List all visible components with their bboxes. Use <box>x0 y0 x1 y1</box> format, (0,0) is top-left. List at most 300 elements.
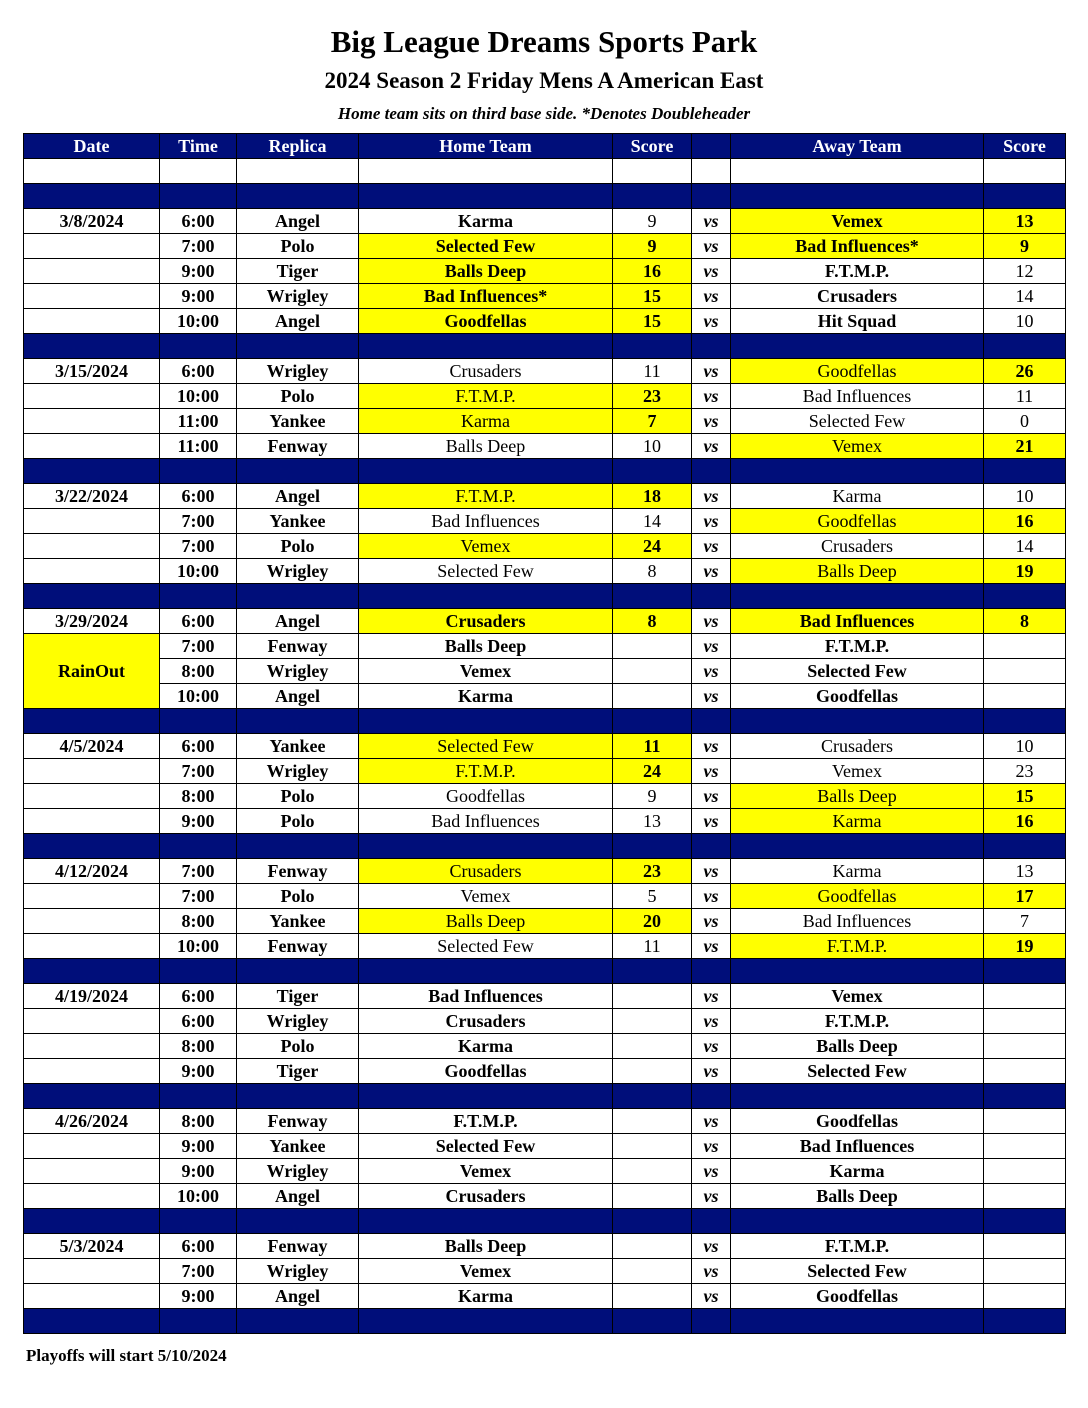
table-row <box>24 309 1066 334</box>
date-cell <box>24 284 160 309</box>
away-score-cell: 0 <box>984 409 1066 434</box>
home-score-cell <box>613 984 692 1009</box>
date-cell: 4/5/2024 <box>24 734 160 759</box>
table-row <box>24 384 1066 409</box>
vs-cell: vs <box>692 484 731 509</box>
vs-cell: vs <box>692 884 731 909</box>
empty-cell <box>237 1209 359 1234</box>
away-team-cell: Vemex <box>731 209 984 234</box>
table-row <box>24 484 1066 509</box>
empty-cell <box>692 1084 731 1109</box>
empty-cell <box>160 1209 237 1234</box>
date-cell <box>24 1034 160 1059</box>
time-cell: 9:00 <box>160 1059 237 1084</box>
date-cell <box>24 909 160 934</box>
date-cell <box>24 384 160 409</box>
home-score-cell: 13 <box>613 809 692 834</box>
vs-cell: vs <box>692 234 731 259</box>
time-cell: 7:00 <box>160 234 237 259</box>
table-row <box>24 1159 1066 1184</box>
empty-cell <box>24 1084 160 1109</box>
empty-cell <box>237 584 359 609</box>
empty-cell <box>984 334 1066 359</box>
time-cell: 9:00 <box>160 1284 237 1309</box>
away-team-cell: Goodfellas <box>731 509 984 534</box>
home-team-cell: Selected Few <box>359 1134 613 1159</box>
date-cell <box>24 934 160 959</box>
time-cell: 7:00 <box>160 759 237 784</box>
away-team-cell: Crusaders <box>731 534 984 559</box>
vs-cell: vs <box>692 609 731 634</box>
home-score-cell: 9 <box>613 234 692 259</box>
time-cell: 10:00 <box>160 309 237 334</box>
table-row <box>24 1234 1066 1259</box>
date-cell: 4/19/2024 <box>24 984 160 1009</box>
table-row <box>24 434 1066 459</box>
away-team-cell: F.T.M.P. <box>731 259 984 284</box>
empty-cell <box>984 1209 1066 1234</box>
table-row <box>24 1009 1066 1034</box>
time-cell: 6:00 <box>160 609 237 634</box>
empty-cell <box>160 1084 237 1109</box>
away-score-cell <box>984 1134 1066 1159</box>
empty-cell <box>160 959 237 984</box>
empty-cell <box>160 334 237 359</box>
replica-cell: Yankee <box>237 909 359 934</box>
replica-cell: Wrigley <box>237 1009 359 1034</box>
table-row <box>24 759 1066 784</box>
away-score-cell: 7 <box>984 909 1066 934</box>
table-row <box>24 1134 1066 1159</box>
empty-cell <box>613 159 692 184</box>
away-team-cell: Hit Squad <box>731 309 984 334</box>
replica-cell: Fenway <box>237 1234 359 1259</box>
date-cell <box>24 534 160 559</box>
away-team-cell: Karma <box>731 859 984 884</box>
home-score-cell <box>613 1184 692 1209</box>
empty-cell <box>160 184 237 209</box>
table-row <box>24 809 1066 834</box>
empty-cell <box>731 709 984 734</box>
away-score-cell: 21 <box>984 434 1066 459</box>
replica-cell: Polo <box>237 784 359 809</box>
away-score-cell: 10 <box>984 309 1066 334</box>
empty-cell <box>24 709 160 734</box>
empty-cell <box>24 1309 160 1334</box>
time-cell: 9:00 <box>160 809 237 834</box>
vs-cell: vs <box>692 409 731 434</box>
empty-cell <box>237 334 359 359</box>
empty-cell <box>24 959 160 984</box>
home-score-cell: 9 <box>613 209 692 234</box>
home-team-cell: Crusaders <box>359 359 613 384</box>
vs-cell: vs <box>692 1159 731 1184</box>
empty-cell <box>731 334 984 359</box>
time-cell: 11:00 <box>160 409 237 434</box>
away-score-cell: 16 <box>984 809 1066 834</box>
separator-row <box>24 1084 1066 1109</box>
empty-cell <box>24 334 160 359</box>
away-team-cell: Crusaders <box>731 284 984 309</box>
empty-cell <box>984 1309 1066 1334</box>
home-score-cell: 5 <box>613 884 692 909</box>
away-score-cell <box>984 659 1066 684</box>
replica-cell: Fenway <box>237 634 359 659</box>
replica-cell: Wrigley <box>237 1159 359 1184</box>
home-team-cell: Bad Influences <box>359 509 613 534</box>
vs-cell: vs <box>692 1034 731 1059</box>
home-team-cell: Goodfellas <box>359 784 613 809</box>
vs-cell: vs <box>692 1234 731 1259</box>
empty-cell <box>692 159 731 184</box>
away-score-cell: 17 <box>984 884 1066 909</box>
home-score-cell <box>613 1259 692 1284</box>
away-score-cell: 14 <box>984 284 1066 309</box>
away-score-cell: 10 <box>984 734 1066 759</box>
home-score-cell <box>613 1234 692 1259</box>
time-cell: 10:00 <box>160 559 237 584</box>
empty-cell <box>359 184 613 209</box>
empty-cell <box>237 959 359 984</box>
time-cell: 10:00 <box>160 684 237 709</box>
home-team-cell: Crusaders <box>359 859 613 884</box>
date-cell <box>24 1159 160 1184</box>
empty-cell <box>24 834 160 859</box>
table-row <box>24 534 1066 559</box>
time-cell: 8:00 <box>160 909 237 934</box>
empty-cell <box>359 1084 613 1109</box>
home-team-cell: Balls Deep <box>359 259 613 284</box>
home-score-cell: 8 <box>613 559 692 584</box>
home-score-cell: 11 <box>613 934 692 959</box>
table-row <box>24 934 1066 959</box>
empty-cell <box>613 1309 692 1334</box>
home-team-cell: Goodfellas <box>359 1059 613 1084</box>
date-cell <box>24 509 160 534</box>
replica-cell: Fenway <box>237 1109 359 1134</box>
time-cell: 6:00 <box>160 1009 237 1034</box>
away-score-cell: 16 <box>984 509 1066 534</box>
empty-cell <box>237 834 359 859</box>
replica-cell: Fenway <box>237 934 359 959</box>
table-row <box>24 884 1066 909</box>
empty-cell <box>160 1309 237 1334</box>
home-score-cell: 16 <box>613 259 692 284</box>
vs-cell: vs <box>692 309 731 334</box>
separator-row <box>24 459 1066 484</box>
vs-cell: vs <box>692 684 731 709</box>
time-cell: 11:00 <box>160 434 237 459</box>
vs-cell: vs <box>692 1134 731 1159</box>
time-cell: 7:00 <box>160 634 237 659</box>
table-row <box>24 734 1066 759</box>
home-team-cell: Crusaders <box>359 1184 613 1209</box>
away-score-cell: 26 <box>984 359 1066 384</box>
vs-cell: vs <box>692 1284 731 1309</box>
date-cell: 3/22/2024 <box>24 484 160 509</box>
empty-cell <box>24 1209 160 1234</box>
home-score-cell <box>613 1109 692 1134</box>
separator-row <box>24 1309 1066 1334</box>
replica-cell: Angel <box>237 609 359 634</box>
replica-cell: Wrigley <box>237 284 359 309</box>
empty-cell <box>692 184 731 209</box>
time-cell: 8:00 <box>160 1109 237 1134</box>
empty-cell <box>731 584 984 609</box>
vs-cell: vs <box>692 759 731 784</box>
table-row <box>24 559 1066 584</box>
replica-cell: Angel <box>237 684 359 709</box>
home-score-cell: 24 <box>613 759 692 784</box>
home-score-cell: 20 <box>613 909 692 934</box>
table-row <box>24 609 1066 634</box>
home-score-cell <box>613 1059 692 1084</box>
home-score-cell: 11 <box>613 734 692 759</box>
time-cell: 6:00 <box>160 359 237 384</box>
time-cell: 8:00 <box>160 784 237 809</box>
home-team-cell: F.T.M.P. <box>359 759 613 784</box>
away-score-cell: 13 <box>984 209 1066 234</box>
page-subtitle: 2024 Season 2 Friday Mens A American East <box>324 68 764 93</box>
col-replica: Replica <box>237 134 359 159</box>
rainout-cell: RainOut <box>24 634 160 709</box>
home-team-cell: Karma <box>359 1284 613 1309</box>
empty-cell <box>613 959 692 984</box>
schedule-body <box>24 159 1066 1334</box>
empty-cell <box>984 584 1066 609</box>
away-team-cell: Balls Deep <box>731 559 984 584</box>
home-team-cell: Vemex <box>359 534 613 559</box>
time-cell: 7:00 <box>160 859 237 884</box>
away-team-cell: Balls Deep <box>731 1184 984 1209</box>
home-team-cell: F.T.M.P. <box>359 484 613 509</box>
time-cell: 7:00 <box>160 509 237 534</box>
empty-cell <box>237 1309 359 1334</box>
vs-cell: vs <box>692 284 731 309</box>
home-team-cell: Selected Few <box>359 559 613 584</box>
time-cell: 6:00 <box>160 484 237 509</box>
time-cell: 6:00 <box>160 209 237 234</box>
table-row <box>24 284 1066 309</box>
empty-cell <box>692 834 731 859</box>
vs-cell: vs <box>692 559 731 584</box>
away-team-cell: Goodfellas <box>731 684 984 709</box>
empty-cell <box>613 834 692 859</box>
vs-cell: vs <box>692 1059 731 1084</box>
empty-cell <box>359 959 613 984</box>
away-team-cell: Bad Influences <box>731 909 984 934</box>
table-row <box>24 1059 1066 1084</box>
empty-cell <box>731 184 984 209</box>
empty-cell <box>613 334 692 359</box>
away-score-cell: 23 <box>984 759 1066 784</box>
separator-row <box>24 959 1066 984</box>
empty-cell <box>24 584 160 609</box>
col-vs <box>692 134 731 159</box>
header-row <box>24 134 1066 159</box>
date-cell <box>24 1184 160 1209</box>
empty-cell <box>731 1084 984 1109</box>
date-cell: 3/15/2024 <box>24 359 160 384</box>
date-cell: 3/29/2024 <box>24 609 160 634</box>
replica-cell: Polo <box>237 1034 359 1059</box>
table-row <box>24 859 1066 884</box>
table-row <box>24 684 1066 709</box>
col-away-score: Score <box>984 134 1066 159</box>
replica-cell: Yankee <box>237 509 359 534</box>
date-cell: 4/12/2024 <box>24 859 160 884</box>
home-team-cell: Karma <box>359 684 613 709</box>
table-row <box>24 659 1066 684</box>
away-team-cell: Bad Influences <box>731 609 984 634</box>
away-score-cell <box>984 984 1066 1009</box>
empty-cell <box>160 159 237 184</box>
empty-cell <box>692 709 731 734</box>
away-score-cell: 15 <box>984 784 1066 809</box>
home-team-cell: Crusaders <box>359 1009 613 1034</box>
away-team-cell: F.T.M.P. <box>731 634 984 659</box>
vs-cell: vs <box>692 509 731 534</box>
vs-cell: vs <box>692 809 731 834</box>
away-team-cell: Bad Influences <box>731 1134 984 1159</box>
away-team-cell: Selected Few <box>731 659 984 684</box>
empty-cell <box>613 1084 692 1109</box>
empty-cell <box>237 1084 359 1109</box>
date-cell <box>24 884 160 909</box>
vs-cell: vs <box>692 209 731 234</box>
away-team-cell: Vemex <box>731 434 984 459</box>
home-score-cell <box>613 1159 692 1184</box>
away-score-cell <box>984 634 1066 659</box>
replica-cell: Yankee <box>237 1134 359 1159</box>
empty-cell <box>613 1209 692 1234</box>
home-score-cell: 10 <box>613 434 692 459</box>
empty-cell <box>692 334 731 359</box>
page-title: Big League Dreams Sports Park <box>330 24 758 59</box>
away-score-cell <box>984 1109 1066 1134</box>
time-cell: 7:00 <box>160 884 237 909</box>
vs-cell: vs <box>692 434 731 459</box>
col-time: Time <box>160 134 237 159</box>
vs-cell: vs <box>692 909 731 934</box>
date-cell <box>24 809 160 834</box>
empty-cell <box>613 584 692 609</box>
home-score-cell <box>613 1284 692 1309</box>
table-row <box>24 909 1066 934</box>
separator-row <box>24 1209 1066 1234</box>
separator-row <box>24 709 1066 734</box>
col-home-score: Score <box>613 134 692 159</box>
home-team-cell: Goodfellas <box>359 309 613 334</box>
vs-cell: vs <box>692 734 731 759</box>
away-team-cell: F.T.M.P. <box>731 1009 984 1034</box>
empty-cell <box>359 584 613 609</box>
home-score-cell <box>613 1034 692 1059</box>
table-row <box>24 1184 1066 1209</box>
date-cell <box>24 1259 160 1284</box>
table-row <box>24 359 1066 384</box>
time-cell: 9:00 <box>160 259 237 284</box>
away-score-cell <box>984 1184 1066 1209</box>
home-team-cell: Vemex <box>359 884 613 909</box>
away-score-cell: 19 <box>984 934 1066 959</box>
away-team-cell: Balls Deep <box>731 1034 984 1059</box>
away-score-cell <box>984 1059 1066 1084</box>
away-team-cell: F.T.M.P. <box>731 934 984 959</box>
away-team-cell: Goodfellas <box>731 1109 984 1134</box>
home-score-cell <box>613 659 692 684</box>
vs-cell: vs <box>692 1109 731 1134</box>
replica-cell: Angel <box>237 209 359 234</box>
separator-row <box>24 334 1066 359</box>
empty-cell <box>984 1084 1066 1109</box>
empty-cell <box>984 159 1066 184</box>
away-team-cell: Bad Influences <box>731 384 984 409</box>
empty-cell <box>984 834 1066 859</box>
away-team-cell: Goodfellas <box>731 884 984 909</box>
vs-cell: vs <box>692 984 731 1009</box>
time-cell: 6:00 <box>160 984 237 1009</box>
table-row <box>24 784 1066 809</box>
time-cell: 8:00 <box>160 659 237 684</box>
empty-cell <box>692 1309 731 1334</box>
empty-cell <box>731 834 984 859</box>
away-score-cell: 11 <box>984 384 1066 409</box>
empty-cell <box>731 1209 984 1234</box>
away-team-cell: Crusaders <box>731 734 984 759</box>
empty-cell <box>160 709 237 734</box>
separator-row <box>24 584 1066 609</box>
replica-cell: Tiger <box>237 984 359 1009</box>
replica-cell: Wrigley <box>237 359 359 384</box>
date-cell <box>24 1009 160 1034</box>
away-team-cell: Karma <box>731 484 984 509</box>
home-team-cell: Vemex <box>359 1259 613 1284</box>
away-score-cell: 12 <box>984 259 1066 284</box>
replica-cell: Angel <box>237 1184 359 1209</box>
time-cell: 8:00 <box>160 1034 237 1059</box>
empty-cell <box>984 459 1066 484</box>
away-team-cell: Selected Few <box>731 1259 984 1284</box>
away-team-cell: Vemex <box>731 984 984 1009</box>
away-score-cell <box>984 1234 1066 1259</box>
replica-cell: Polo <box>237 384 359 409</box>
away-score-cell <box>984 1284 1066 1309</box>
date-cell <box>24 234 160 259</box>
vs-cell: vs <box>692 1259 731 1284</box>
away-score-cell: 13 <box>984 859 1066 884</box>
table-row <box>24 409 1066 434</box>
empty-cell <box>984 709 1066 734</box>
footer-note: Playoffs will start 5/10/2024 <box>26 1346 227 1365</box>
home-team-cell: Karma <box>359 209 613 234</box>
time-cell: 10:00 <box>160 1184 237 1209</box>
replica-cell: Polo <box>237 534 359 559</box>
home-team-cell: Selected Few <box>359 234 613 259</box>
date-cell <box>24 784 160 809</box>
home-score-cell: 18 <box>613 484 692 509</box>
date-cell: 3/8/2024 <box>24 209 160 234</box>
away-team-cell: Karma <box>731 809 984 834</box>
away-score-cell: 19 <box>984 559 1066 584</box>
away-team-cell: Vemex <box>731 759 984 784</box>
date-cell: 5/3/2024 <box>24 1234 160 1259</box>
home-team-cell: Vemex <box>359 659 613 684</box>
table-row <box>24 234 1066 259</box>
replica-cell: Polo <box>237 809 359 834</box>
table-row <box>24 1109 1066 1134</box>
away-team-cell: F.T.M.P. <box>731 1234 984 1259</box>
